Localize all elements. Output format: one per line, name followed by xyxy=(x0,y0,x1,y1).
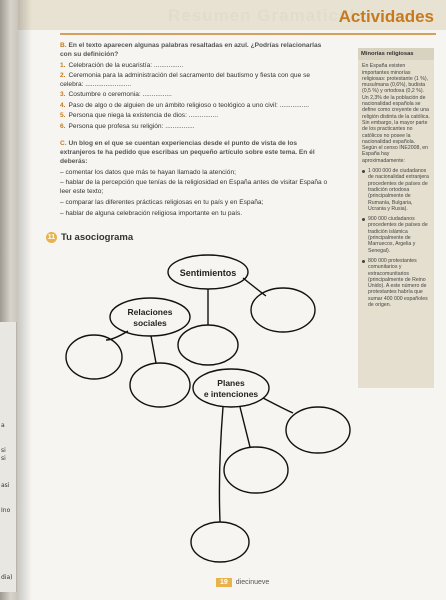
item-text: Persona que niega la existencia de dios: ................ xyxy=(68,112,219,120)
connector-line xyxy=(219,407,223,522)
item-text: Ceremonia para la administración del sacramento del bautismo y fiesta con que se celebra: ......................... xyxy=(60,72,311,88)
empty-bubble xyxy=(191,522,249,562)
empty-bubble xyxy=(224,447,288,493)
sidebar-bullet: 900 000 ciudadanos procedentes de países de tradición islámica (principalmente de Marruecos, Argelia y Senegal). xyxy=(362,216,430,254)
item-text: Persona que profesa su religión: ................ xyxy=(68,122,195,130)
sidebar-bullet: 1 000 000 de ciudadanos de nacionalidad extranjera procedentes de países de tradición ortodoxa (principalmente de Rumanía, Bulgaria, Ucrania y Rusia). xyxy=(362,168,430,212)
list-item: – hablar de la percepción que tenías de la religiosidad en España antes de visitar España o leer este texto; xyxy=(60,179,328,196)
node-label-sentimientos: Sentimientos xyxy=(179,268,237,278)
node-label-sociales: sociales xyxy=(133,318,167,328)
page-footer xyxy=(216,578,269,587)
left-ui-label: si xyxy=(1,455,6,462)
question-letter: B. xyxy=(60,42,67,49)
list-item: – comparar las diferentes prácticas religiosas en tu país y en España; xyxy=(60,199,264,207)
node-label-relaciones: Relaciones xyxy=(127,307,173,317)
item-number: 2. xyxy=(60,72,66,80)
section-badge: 11 xyxy=(47,234,56,241)
left-ui-label: si xyxy=(1,447,6,454)
list-item: – hablar de alguna celebración religiosa importante en tu país. xyxy=(60,209,243,217)
page-number-word: diecinueve xyxy=(235,579,270,586)
empty-bubble xyxy=(178,325,238,365)
sidebar-bullet: 800 000 protestantes comunitarios y extracomunitarios (principalmente de Reino Unido). A este número de protestantes habría que sumar 400 000 españoles de origen. xyxy=(362,258,430,308)
question-text: Un blog en el que se cuentan experiencias desde el punto de vista de los extranjeros te ha pedido que escribas un pequeño artículo sobre este tema. En él deberás: xyxy=(60,140,315,165)
item-text: Celebración de la eucaristía: ................ xyxy=(68,61,184,69)
list-item: – comentar los datos que más te hayan llamado la atención; xyxy=(60,168,236,176)
relaciones-node xyxy=(110,298,190,336)
empty-bubble xyxy=(66,335,122,379)
item-number: 1. xyxy=(60,61,66,69)
empty-bubble xyxy=(251,288,315,332)
connector-line xyxy=(263,398,293,413)
sidebar-body xyxy=(358,63,434,308)
page-number: 19 xyxy=(216,578,232,587)
sidebar-box xyxy=(358,48,434,388)
empty-bubble xyxy=(130,363,190,407)
node-label-intenciones: e intenciones xyxy=(203,389,259,399)
question-text: En el texto aparecen algunas palabras resaltadas en azul. ¿Podrías relacionarlas con su definición? xyxy=(60,42,322,58)
item-number: 6. xyxy=(60,122,66,130)
section-title: Tu asociograma xyxy=(61,232,134,244)
left-ui-label: Ino xyxy=(1,507,11,514)
left-ui-label: dia) xyxy=(1,574,13,581)
connector-line xyxy=(243,278,266,296)
header-ghost-text: Resumen Gramatical xyxy=(168,6,356,25)
sidebar-paragraph: En España existen importantes minorías religiosas: protestante (1 %), musulmana (0,6%), budista (0,5 %) y ortodoxa (0,2 %). Un 2,3% de la población de nacionalidad española se define como creyente de una religión distinta de la católica. Sin embargo, la mayor parte de los practicantes no católicos no posee la nacionalidad española. Según el censo INE2008, en España hay aproximadamente: xyxy=(362,63,430,164)
book-page xyxy=(18,0,446,600)
sidebar-title: Minorías religiosas xyxy=(358,48,434,60)
left-ui-label: asi xyxy=(1,482,10,489)
item-text: Costumbre o ceremonia: ................ xyxy=(68,91,172,99)
connector-line xyxy=(240,407,250,447)
planes-node xyxy=(193,369,269,407)
left-window-fragment xyxy=(0,322,17,592)
page-title: Actividades xyxy=(338,7,434,26)
item-number: 4. xyxy=(60,101,66,109)
item-text: Paso de algo o de alguien de un ámbito religioso o teológico a uno civil: ................ xyxy=(68,101,309,109)
item-number: 5. xyxy=(60,112,66,120)
node-label-planes: Planes xyxy=(217,378,245,388)
connector-line xyxy=(151,336,156,363)
item-number: 3. xyxy=(60,91,66,99)
question-letter: C. xyxy=(60,140,67,148)
empty-bubble xyxy=(286,407,350,453)
left-ui-label: a xyxy=(1,422,5,429)
